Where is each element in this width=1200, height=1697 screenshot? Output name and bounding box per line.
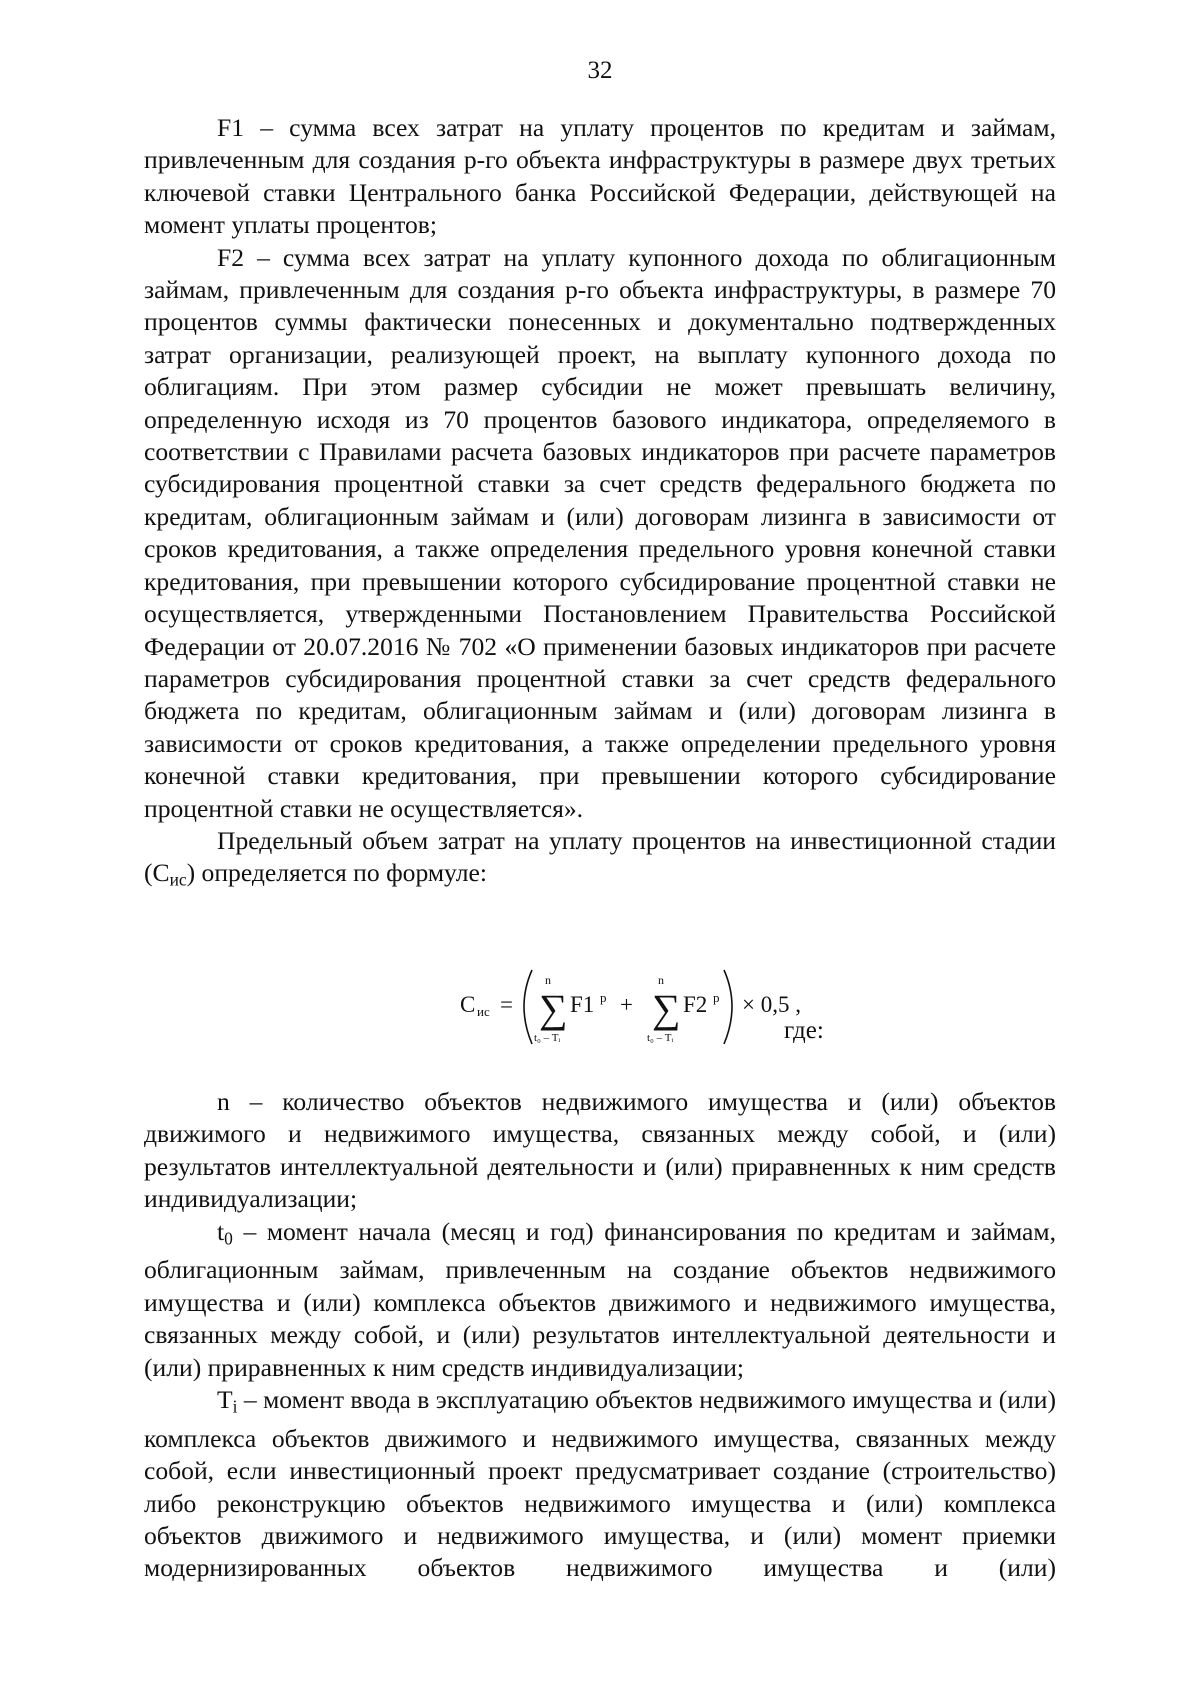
paragraph-ti-definition: $T_i$ – момент ввода в эксплуатацию объектов недвижимого имущества и (или) комплекса объектов движимого и недвижимого имущества, связанных между собой, если инвестиционный проект предусматривает создание (строительство) либо реконструкцию объектов недвижимого имущества и (или) комплекса объектов движимого и недвижимого имущества, и (или) момент приемки модернизированных объектов недвижимого имущества и (или) [144, 1385, 1056, 1583]
formula-left-paren [524, 970, 532, 1044]
formula-equals: = [500, 992, 513, 1017]
formula-sum2-lower: t₀ – Tᵢ [647, 1032, 674, 1044]
formula-where: где: [784, 1017, 824, 1044]
formula-lhs: C [460, 992, 476, 1017]
formula-term2-sup: p [713, 990, 720, 1005]
formula-sum1-sigma: ∑ [539, 986, 568, 1031]
paragraph-f1-definition: F1 – сумма всех затрат на уплату процентов по кредитам и займам, привлеченным для создания p-го объекта инфраструктуры в размере двух третьих ключевой ставки Центрального банка Российской Федерации, действующей на момент уплаты процентов; [144, 113, 1056, 240]
paragraph-t0-definition: $t_0$ – момент начала (месяц и год) финансирования по кредитам и займам, облигационным займам, привлеченным на создание объектов недвижимого имущества и (или) комплекса объектов движимого и недвижимого имущества, связанных между собой, и (или) результатов интеллектуальной деятельности и (или) приравненных к ним средств индивидуализации; [144, 1216, 1056, 1382]
paragraph-n-definition: n – количество объектов недвижимого имущества и (или) объектов движимого и недвижимого имущества, связанных между собой, и (или) результатов интеллектуальной деятельности и (или) приравненных к ним средств индивидуализации; [144, 1087, 1056, 1214]
formula-sum1-upper: n [545, 973, 551, 987]
formula-term1: F1 [570, 992, 595, 1017]
text-block-bottom [144, 1086, 1056, 1585]
paragraph-formula-intro: Предельный объем затрат на уплату процентов на инвестиционной стадии $(C_{ис})$ определяется по формуле: [144, 825, 1056, 890]
formula-sum1-lower: t₀ – Tᵢ [534, 1032, 561, 1044]
formula-c-is [460, 958, 860, 1058]
paragraph-f2-definition: F2 – сумма всех затрат на уплату купонного дохода по облигационным займам, привлеченным для создания p-го объекта инфраструктуры, в размере 70 процентов суммы фактически понесенных и документально подтвержденных затрат организации, реализующей проект, на выплату купонного дохода по облигациям. При этом размер субсидии не может превышать величину, определенную исходя из 70 процентов базового индикатора, определяемого в соответствии с Правилами расчета базовых индикаторов при расчете параметров субсидирования процентной ставки за счет средств федерального бюджета по кредитам, облигационным займам и (или) договорам лизинга в зависимости от сроков кредитования, а также определения предельного уровня конечной ставки кредитования, при превышении которого субсидирование процентной ставки не осуществляется, утвержденными Постановлением Правительства Российской Федерации от 20.07.2016 № 702 «О применении базовых индикаторов при расчете параметров субсидирования процентной ставки за счет средств федерального бюджета по кредитам, облигационным займам и (или) договорам лизинга в зависимости от сроков кредитования, а также определении предельного уровня конечной ставки кредитования, при превышении которого субсидирование процентной ставки не осуществляется». [144, 242, 1056, 823]
formula-plus: + [620, 992, 633, 1017]
formula-multiplier: × 0,5 , [742, 992, 801, 1017]
page-number: 32 [587, 57, 613, 84]
formula-term2: F2 [683, 992, 708, 1017]
text-block-top [144, 112, 1056, 896]
formula-sum2-upper: n [658, 973, 664, 987]
formula-lhs-sub: ис [477, 1004, 490, 1019]
formula-sum2-sigma: ∑ [652, 986, 681, 1031]
formula-svg [460, 958, 860, 1058]
formula-right-paren [724, 970, 732, 1044]
formula-term1-sup: p [600, 990, 607, 1005]
